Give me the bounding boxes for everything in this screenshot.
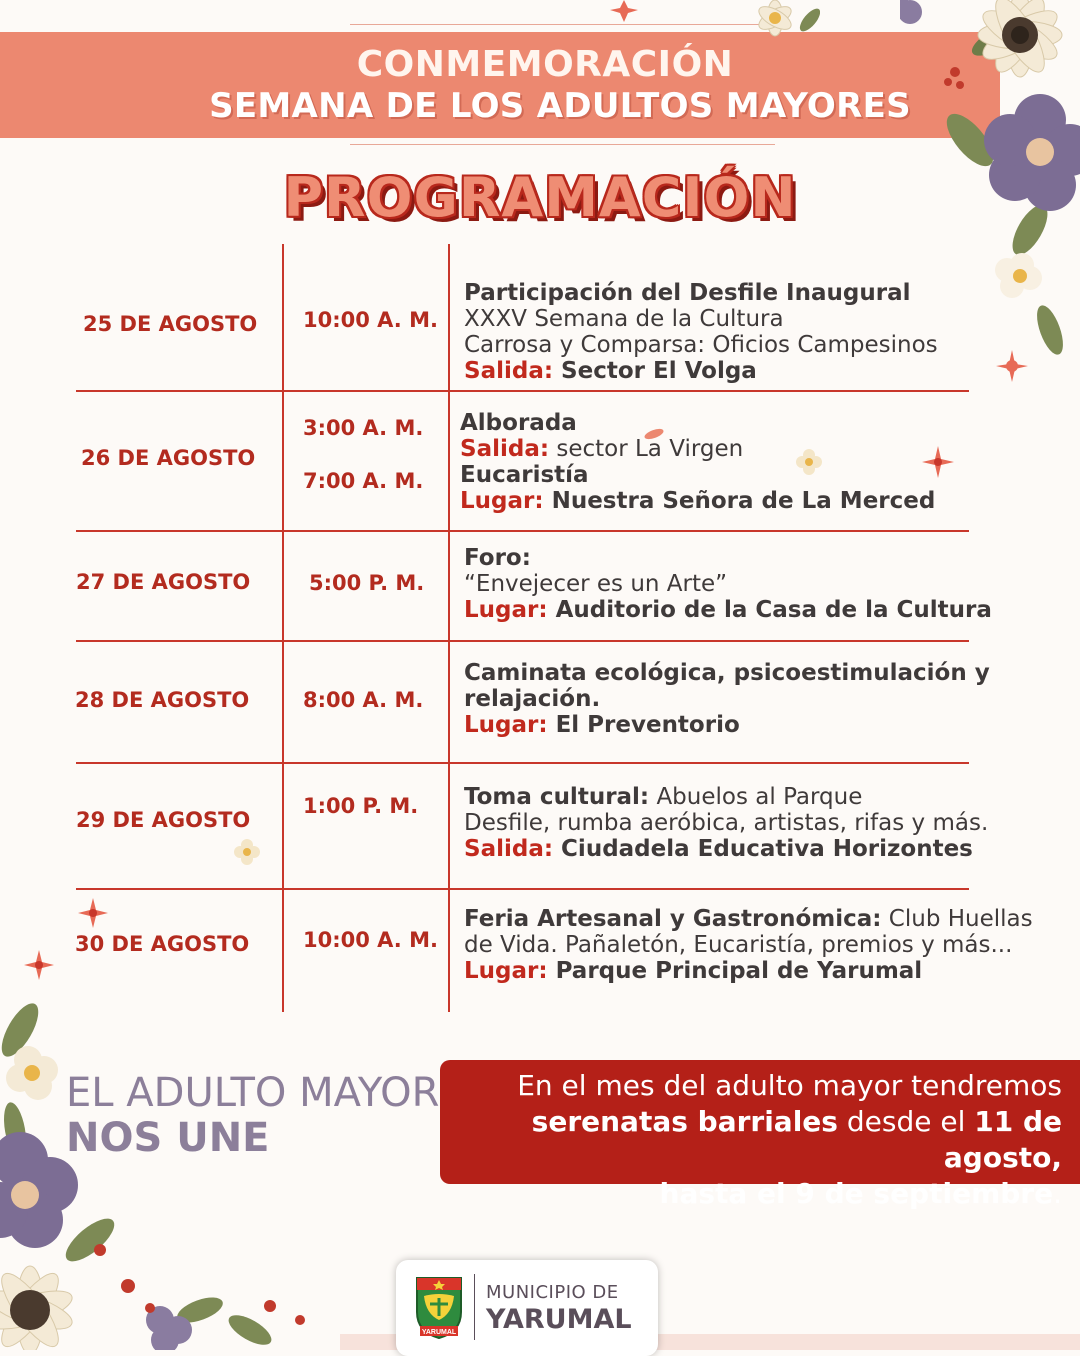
- schedule-time: 5:00 P. M.: [309, 571, 425, 595]
- header-bottom-rule: [350, 144, 775, 145]
- asterisk-flower-icon: [76, 896, 110, 930]
- svg-text:YARUMAL: YARUMAL: [421, 1329, 457, 1336]
- schedule-date: 26 DE AGOSTO: [81, 446, 256, 470]
- schedule-date: 27 DE AGOSTO: [76, 570, 251, 594]
- daisy-icon: [0, 1266, 76, 1350]
- event-label: Lugar:: [464, 597, 548, 623]
- flower-decoration-top-small: [600, 0, 740, 50]
- flower-decoration-bottom-left: [0, 990, 330, 1350]
- event-label: Lugar:: [464, 712, 548, 738]
- logo-line1: MUNICIPIO DE: [486, 1282, 619, 1303]
- event-place: Parque Principal de Yarumal: [547, 958, 923, 984]
- event-line: “Envejecer es un Arte”: [464, 571, 728, 597]
- event-subtitle: Abuelos al Parque: [649, 784, 863, 810]
- schedule-date: 25 DE AGOSTO: [83, 312, 258, 336]
- event-place: sector La Virgen: [549, 436, 744, 462]
- asterisk-flower-icon: [996, 350, 1028, 382]
- event-place: Nuestra Señora de La Merced: [543, 488, 936, 514]
- event-label: Salida:: [464, 358, 554, 384]
- notice-date-end: hasta el 9 de septiembre: [659, 1177, 1054, 1210]
- event-line: de Vida. Pañaletón, Eucaristía, premios y más...: [464, 932, 1013, 958]
- row-divider: [76, 888, 969, 890]
- schedule-description: [464, 784, 988, 862]
- event-title: Toma cultural:: [464, 784, 650, 810]
- notice-period: .: [1053, 1177, 1062, 1210]
- small-white-flower-icon: [233, 838, 261, 866]
- event-title: relajación.: [464, 686, 601, 712]
- column-divider-1: [282, 244, 284, 1012]
- event-title: Participación del Desfile Inaugural: [464, 280, 911, 306]
- event-label: Salida:: [464, 836, 554, 862]
- schedule-date: 30 DE AGOSTO: [75, 932, 250, 956]
- logo-divider: [474, 1274, 475, 1340]
- municipality-logo: [396, 1260, 658, 1356]
- event-title: Feria Artesanal y Gastronómica:: [464, 906, 882, 932]
- schedule-description: [460, 410, 935, 514]
- schedule-time: 10:00 A. M.: [303, 308, 438, 332]
- event-place: Sector El Volga: [553, 358, 757, 384]
- row-divider: [76, 762, 969, 764]
- column-divider-2: [448, 244, 450, 1012]
- schedule-description: [464, 660, 990, 738]
- notice-text: [442, 1068, 1062, 1212]
- notice-banner: [440, 1060, 1080, 1210]
- schedule-time: 8:00 A. M.: [303, 688, 424, 712]
- notice-highlight: serenatas barriales: [531, 1105, 838, 1138]
- notice-line1: En el mes del adulto mayor tendremos: [517, 1069, 1062, 1102]
- row-divider: [76, 530, 969, 532]
- event-title: Eucaristía: [460, 462, 589, 488]
- schedule-time: 10:00 A. M.: [303, 928, 438, 952]
- event-label: Salida:: [460, 436, 550, 462]
- schedule-time: 3:00 A. M.: [303, 416, 424, 440]
- purple-flower-small-icon: [900, 0, 922, 24]
- event-subtitle: Club Huellas: [881, 906, 1033, 932]
- daisy-top-icon: [740, 0, 820, 60]
- schedule-description: [464, 906, 1033, 984]
- event-label: Lugar:: [460, 488, 544, 514]
- schedule-description: [464, 280, 938, 384]
- asterisk-flower-icon: [920, 444, 956, 480]
- header-line1: CONMEMORACIÓN: [356, 44, 734, 85]
- event-line: Desfile, rumba aeróbica, artistas, rifas y más.: [464, 810, 989, 836]
- schedule-time: 1:00 P. M.: [303, 794, 419, 818]
- motto-line2: NOS UNE: [66, 1115, 270, 1161]
- row-divider: [76, 640, 969, 642]
- event-title: Foro:: [464, 545, 531, 571]
- event-title: Alborada: [460, 410, 577, 436]
- notice-date-start: 11 de agosto,: [943, 1105, 1062, 1174]
- page-title: PROGRAMACIÓN: [283, 166, 797, 229]
- event-line: XXXV Semana de la Cultura: [464, 306, 784, 332]
- notice-connector: desde el: [837, 1105, 975, 1138]
- small-white-flower-icon: [995, 253, 1042, 298]
- coat-of-arms-icon: [414, 1274, 464, 1340]
- schedule-date: 28 DE AGOSTO: [75, 688, 250, 712]
- event-place: El Preventorio: [547, 712, 740, 738]
- logo-line2: YARUMAL: [486, 1304, 632, 1335]
- purple-flower-icon: [984, 94, 1080, 211]
- daisy-icon: [977, 0, 1064, 78]
- event-line: Carrosa y Comparsa: Oficios Campesinos: [464, 332, 938, 358]
- event-place: Ciudadela Educativa Horizontes: [553, 836, 973, 862]
- asterisk-flower-icon: [22, 948, 56, 982]
- event-label: Lugar:: [464, 958, 548, 984]
- motto-line1: EL ADULTO MAYOR: [66, 1070, 440, 1116]
- schedule-date: 29 DE AGOSTO: [76, 808, 251, 832]
- small-white-flower-icon: [795, 448, 823, 476]
- header-line2: SEMANA DE LOS ADULTOS MAYORES: [209, 86, 911, 126]
- event-place: Auditorio de la Casa de la Cultura: [547, 597, 992, 623]
- petal-icon: [642, 426, 666, 442]
- schedule-description: [464, 545, 992, 623]
- event-title: Caminata ecológica, psicoestimulación y: [464, 660, 990, 686]
- berries-icon: [900, 36, 964, 89]
- schedule-time-2: 7:00 A. M.: [303, 469, 424, 493]
- row-divider: [76, 390, 969, 392]
